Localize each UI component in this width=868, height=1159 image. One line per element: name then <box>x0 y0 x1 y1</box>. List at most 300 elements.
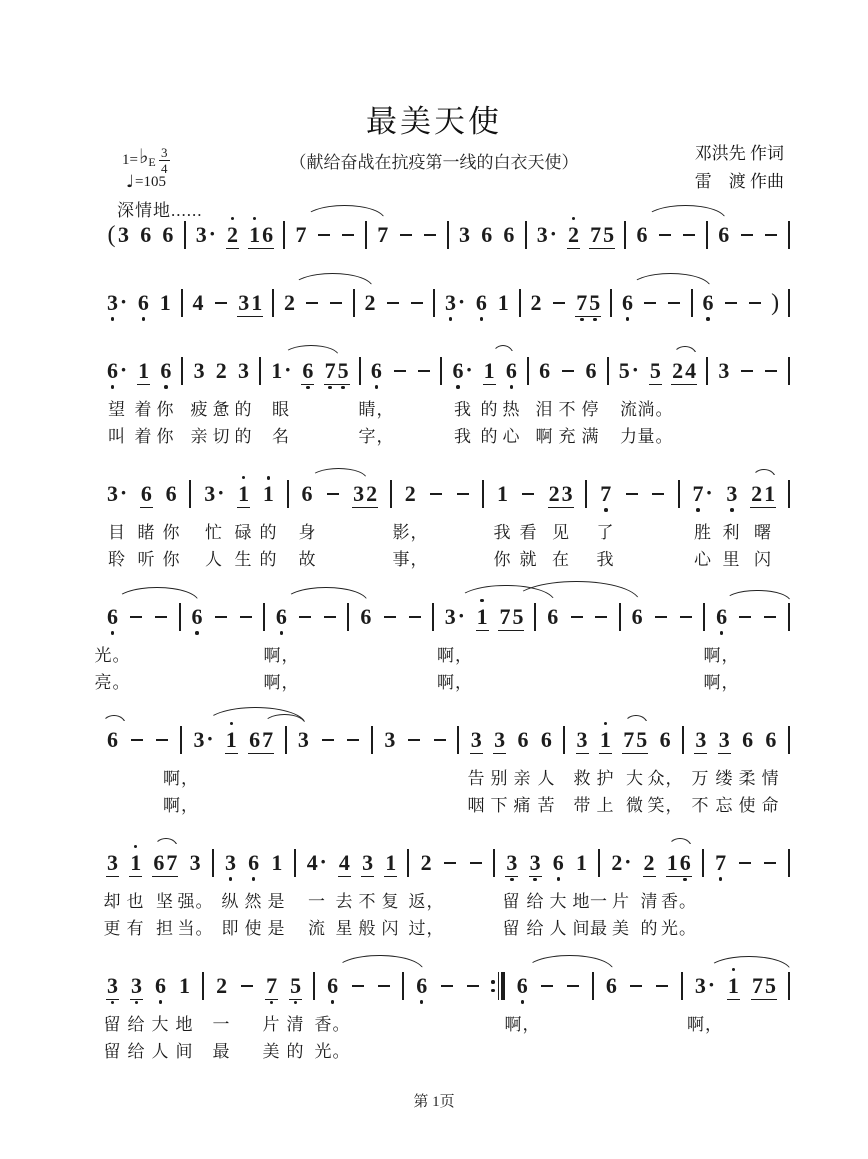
barline <box>365 221 367 249</box>
note-digits <box>301 358 314 385</box>
note-digit: 6 <box>301 481 313 506</box>
octave-dots-below <box>237 508 250 514</box>
note-digits <box>476 604 489 631</box>
octave-dot <box>195 631 199 635</box>
barline <box>788 357 790 385</box>
note-digit: 6 <box>416 973 428 998</box>
dash-extension <box>409 283 424 323</box>
note-digit: 6 <box>505 358 517 383</box>
note <box>599 475 612 513</box>
note <box>649 352 662 391</box>
octave-dots-below <box>496 507 509 513</box>
octave-dot <box>604 508 608 512</box>
music-line-8 <box>103 965 790 1066</box>
lyric-syllable: 闪 <box>754 550 772 569</box>
note-digit: 3 <box>694 973 706 998</box>
note-digit: 6 <box>585 358 597 383</box>
dash-extension <box>382 597 397 637</box>
dash-extension <box>764 351 779 391</box>
note-digits <box>718 727 731 754</box>
note-digits <box>359 604 372 630</box>
octave-dot <box>456 385 460 389</box>
dash-line <box>424 234 436 237</box>
lyric-syllable: 啊， <box>504 1015 541 1034</box>
lyric-syllable: 命 <box>761 796 780 815</box>
octave-dot <box>732 968 736 972</box>
dash-extension <box>213 597 228 637</box>
octave-dot <box>510 878 514 882</box>
note-digit: 5 <box>589 289 601 315</box>
note <box>576 721 589 760</box>
octave-dot <box>533 878 537 882</box>
note-digit: 3 <box>193 358 205 383</box>
octave-dots-below <box>226 249 239 255</box>
dash-line <box>467 985 479 988</box>
augmentation-dot: · <box>119 289 128 314</box>
barline <box>702 849 704 877</box>
barline <box>788 603 790 631</box>
note-digits <box>751 973 777 1000</box>
time-signature-denominator: 4 <box>161 161 168 176</box>
note <box>165 475 178 513</box>
note-digits <box>621 290 634 316</box>
barline <box>294 849 296 877</box>
octave-dots-below <box>727 1000 740 1006</box>
dash-line <box>659 234 671 237</box>
note-digits <box>575 850 588 876</box>
octave-dots-below <box>215 384 228 390</box>
notation-row <box>106 473 790 515</box>
lyric-syllable: 我 <box>454 427 472 446</box>
octave-dots-below <box>599 507 612 513</box>
octave-dots-below <box>505 384 518 390</box>
note-digit: 3 <box>529 849 541 875</box>
dash-line <box>765 234 777 237</box>
dash-line <box>430 493 442 496</box>
note-digit: 2 <box>364 290 376 315</box>
note <box>497 284 510 322</box>
note-digit: 6 <box>716 604 728 629</box>
dash-extension <box>129 597 144 637</box>
note-digit: 3 <box>353 480 365 506</box>
note <box>195 216 217 254</box>
note-digit: 3 <box>561 480 573 506</box>
dash-extension <box>465 966 480 1006</box>
lyric-syllable: 苦 <box>537 796 556 815</box>
lyric-syllable: 碌 <box>234 523 253 542</box>
dash-extension <box>682 215 697 255</box>
note-digits <box>237 290 263 317</box>
note <box>106 284 128 322</box>
lyric-syllable: 流 <box>620 400 638 419</box>
note-digit: 6 <box>622 290 633 315</box>
key-letter: E <box>148 155 156 169</box>
octave-dots-below <box>247 876 260 882</box>
note <box>717 352 730 390</box>
barline <box>493 849 495 877</box>
lyric-syllable: 影， <box>392 523 429 542</box>
octave-dots-below <box>275 630 288 636</box>
dash-line <box>655 616 667 619</box>
note-digit: 3 <box>445 290 456 315</box>
note-digits <box>498 604 524 631</box>
note-digit: 6 <box>547 604 559 629</box>
octave-dots-below <box>262 507 275 513</box>
lyric-syllable: 大 <box>549 892 568 911</box>
lyric-syllable: 眼 <box>272 400 290 419</box>
note <box>444 284 466 322</box>
dash-extension <box>238 597 253 637</box>
augmentation-dot: · <box>206 726 214 751</box>
octave-dots-below <box>361 877 374 883</box>
note-digits <box>159 290 172 316</box>
dash-line <box>668 302 680 305</box>
octave-dot <box>375 385 379 389</box>
dash-extension <box>398 215 413 255</box>
note <box>584 352 597 390</box>
octave-dots-below <box>161 248 174 254</box>
note-digits <box>192 727 214 753</box>
dash-extension <box>540 966 555 1006</box>
note <box>203 475 225 513</box>
note-digit: 7 <box>590 221 602 247</box>
note <box>714 844 727 882</box>
dash-extension <box>341 215 356 255</box>
barline <box>706 221 708 249</box>
dash-extension <box>667 283 682 323</box>
octave-dots-below <box>540 753 553 759</box>
lyric-syllable: 的 <box>259 550 278 569</box>
dash-extension <box>239 966 254 1006</box>
octave-dots-below <box>530 316 543 322</box>
lyric-syllable: 是 <box>267 892 286 911</box>
dash-extension <box>407 597 422 637</box>
note <box>137 284 150 322</box>
octave-dots-below <box>404 507 417 513</box>
lyric-syllable: 最 <box>212 1042 231 1061</box>
note-digits <box>717 222 730 248</box>
lyric-syllable: 啊， <box>437 673 473 692</box>
octave-dot <box>696 508 700 512</box>
dash-line <box>155 616 167 619</box>
note-digits <box>247 850 260 876</box>
note-digit: 6 <box>160 358 172 383</box>
dash-extension <box>569 597 584 637</box>
note-digit: 3 <box>107 481 118 506</box>
lyric-syllable: 忙 <box>205 523 223 542</box>
note-digit: 2 <box>611 850 623 875</box>
note <box>751 967 777 1006</box>
dash-line <box>626 493 638 496</box>
note <box>159 352 172 390</box>
dash-line <box>434 739 446 742</box>
credits-block <box>695 140 784 196</box>
augmentation-dot: · <box>119 480 128 505</box>
octave-dots-below <box>106 877 119 883</box>
octave-dots-below <box>575 317 601 323</box>
note-digit: 6 <box>165 481 177 506</box>
note <box>301 352 314 391</box>
note <box>159 284 172 322</box>
octave-dots-below <box>610 876 632 882</box>
note-digit: 6 <box>140 480 152 506</box>
barline <box>592 972 594 1000</box>
note <box>552 844 565 882</box>
note-digit: 7 <box>262 726 274 752</box>
lyric-syllable: 心 <box>694 550 712 569</box>
note <box>671 352 697 391</box>
dash-line <box>764 862 776 865</box>
lyrics-verse-1 <box>106 766 790 793</box>
note-digit: 1 <box>138 357 150 383</box>
note-digit: 3 <box>470 726 482 752</box>
notation-row <box>106 282 790 324</box>
note-digit: 6 <box>155 973 167 998</box>
lyric-syllable: 片 <box>262 1015 281 1034</box>
song-subtitle: （献给奋战在抗疫第一线的白衣天使） <box>289 153 579 172</box>
note-digit: 3 <box>536 222 548 247</box>
dash-extension <box>423 215 438 255</box>
note-digit: 1 <box>666 849 678 875</box>
lyric-syllable: 万 <box>691 769 710 788</box>
dash-line <box>408 739 420 742</box>
note <box>289 967 302 1006</box>
note-digits <box>497 290 510 316</box>
dash-line <box>418 370 430 373</box>
dash-extension <box>468 843 483 883</box>
note-digits <box>725 481 738 507</box>
note <box>605 967 618 1005</box>
lyric-syllable: 你 <box>493 550 512 569</box>
octave-dots-below <box>370 384 383 390</box>
lyrics-verse-2 <box>106 547 790 574</box>
octave-dots-below <box>618 384 640 390</box>
note-digit: 2 <box>216 973 228 998</box>
lyric-syllable: 目 <box>108 523 126 542</box>
lyrics-verse-1 <box>106 520 790 547</box>
note <box>530 284 543 322</box>
lyric-syllable: 星 <box>335 919 354 938</box>
dash-line <box>764 616 776 619</box>
octave-dot <box>521 1000 525 1004</box>
lyric-syllable: 切 <box>212 427 231 446</box>
lyric-syllable: 强。 <box>177 892 214 911</box>
dash-extension <box>560 351 575 391</box>
note-digit: 6 <box>481 222 493 247</box>
quarter-note-icon: ♩ <box>126 172 135 192</box>
lyric-syllable: 不 <box>691 796 710 815</box>
dash-extension <box>213 283 228 323</box>
dash-line <box>522 493 534 496</box>
lyric-syllable: 叫 <box>108 427 126 446</box>
dash-extension <box>298 597 313 637</box>
octave-dots-below <box>476 631 489 637</box>
lyric-syllable: 亮。 <box>94 673 131 692</box>
lyric-syllable: 情 <box>761 769 780 788</box>
note-digit: 3 <box>189 850 201 875</box>
dash-line <box>306 302 318 305</box>
note <box>610 844 632 882</box>
barline <box>610 289 612 317</box>
octave-dots-below <box>159 316 172 322</box>
note-digits <box>140 481 153 508</box>
note <box>161 216 174 254</box>
barline <box>402 972 404 1000</box>
lyric-syllable: 泪 <box>535 400 554 419</box>
expression-marking: 深情地...... <box>117 201 203 220</box>
dash-line <box>595 616 607 619</box>
octave-dots-below <box>190 630 203 636</box>
lyric-syllable: 淌。 <box>637 400 674 419</box>
lyric-syllable: 你 <box>162 523 181 542</box>
note <box>361 844 374 883</box>
note-digits <box>575 290 601 317</box>
note-digits <box>458 222 471 248</box>
note-digit: 1 <box>271 358 283 383</box>
octave-dots-below <box>203 507 225 513</box>
dash-extension <box>154 597 169 637</box>
note-digits <box>589 222 615 249</box>
octave-dots-below <box>576 754 589 760</box>
augmentation-dot: · <box>208 221 216 246</box>
augmentation-dot: · <box>457 289 466 314</box>
dash-extension <box>407 720 422 760</box>
dash-extension <box>376 966 391 1006</box>
octave-dots-below <box>548 508 574 514</box>
dash-line <box>644 302 656 305</box>
note-digits <box>714 850 727 876</box>
lyric-syllable: 身 <box>298 523 317 542</box>
note-digits <box>376 222 389 248</box>
note-digits <box>289 973 302 1000</box>
note-digits <box>203 481 225 507</box>
barline <box>482 480 484 508</box>
barline <box>681 972 683 1000</box>
octave-dots-below <box>575 876 588 882</box>
octave-dot <box>449 317 453 321</box>
dash-line <box>394 370 406 373</box>
note-digits <box>546 604 559 630</box>
barline <box>585 480 587 508</box>
dash-line <box>741 234 753 237</box>
note <box>364 284 377 322</box>
octave-dot <box>164 385 168 389</box>
note-digits <box>536 222 558 248</box>
note-digit: 2 <box>366 480 378 506</box>
octave-dots-below <box>106 753 119 759</box>
octave-dots-below <box>178 999 191 1005</box>
octave-dots-below <box>505 877 518 883</box>
lyric-syllable: 事， <box>392 550 429 569</box>
note-digit: 3 <box>576 726 588 752</box>
note-digit: 6 <box>140 222 152 247</box>
note <box>190 598 203 636</box>
lyric-syllable: 的 <box>640 919 659 938</box>
note-digits <box>106 604 119 630</box>
note-digits <box>496 481 509 507</box>
note <box>636 216 649 254</box>
octave-dot <box>134 845 138 849</box>
octave-dots-below <box>324 385 350 391</box>
dash-line <box>378 985 390 988</box>
octave-dots-below <box>295 248 308 254</box>
octave-dot <box>242 476 246 480</box>
octave-dots-below <box>718 754 731 760</box>
lyric-syllable: 啊， <box>263 673 300 692</box>
barline <box>624 221 626 249</box>
note-digit: 5 <box>512 603 524 629</box>
octave-dots-below <box>420 876 433 882</box>
octave-dots-below <box>694 754 707 760</box>
barline <box>263 603 265 631</box>
lyric-syllable: 啊， <box>263 646 300 665</box>
lyric-syllable: 就 <box>519 550 538 569</box>
note-digit: 2 <box>751 480 763 506</box>
barline <box>189 480 191 508</box>
lyric-syllable: 啊， <box>163 769 199 788</box>
dash-line <box>400 234 412 237</box>
dash-line <box>541 985 553 988</box>
note-digits <box>283 290 296 316</box>
octave-dots-below <box>326 999 339 1005</box>
barline <box>525 221 527 249</box>
augmentation-dot: · <box>319 849 327 874</box>
note-digits <box>152 850 178 877</box>
note <box>224 844 237 882</box>
note-digits <box>530 290 543 316</box>
note-digit: 1 <box>764 480 776 506</box>
note <box>404 475 417 513</box>
note-digit: 1 <box>497 290 509 315</box>
lyric-syllable: 啊， <box>437 646 473 665</box>
note-digit: 6 <box>659 727 671 752</box>
lyric-syllable: 留 <box>502 892 521 911</box>
note-digits <box>631 604 644 630</box>
lyric-syllable: 力 <box>620 427 638 446</box>
barline <box>788 972 790 1000</box>
dash-extension <box>317 215 332 255</box>
octave-dots-below <box>106 384 128 390</box>
note <box>225 721 238 760</box>
note <box>189 844 202 882</box>
barline <box>607 357 609 385</box>
note-digits <box>444 604 466 630</box>
lyric-syllable: 清 <box>640 892 659 911</box>
note <box>493 721 506 760</box>
dash-extension <box>747 283 762 323</box>
note-digits <box>270 850 283 876</box>
octave-dots-below <box>192 753 214 759</box>
dash-line <box>652 493 664 496</box>
lyric-syllable: 人 <box>151 1042 170 1061</box>
octave-dot <box>730 508 734 512</box>
note <box>715 598 728 636</box>
dash-line <box>749 302 761 305</box>
note-digits <box>502 222 515 248</box>
barline <box>184 221 186 249</box>
note <box>192 721 214 759</box>
lyric-syllable: 的 <box>480 400 499 419</box>
octave-dots-below <box>248 249 274 255</box>
octave-dot <box>142 317 146 321</box>
note-digits <box>225 727 238 754</box>
note <box>306 844 328 882</box>
note-digits <box>694 727 707 754</box>
note <box>750 475 776 514</box>
lyric-syllable: 即 <box>221 919 240 938</box>
note-digit: 6 <box>452 358 464 383</box>
notation-row <box>106 350 790 392</box>
